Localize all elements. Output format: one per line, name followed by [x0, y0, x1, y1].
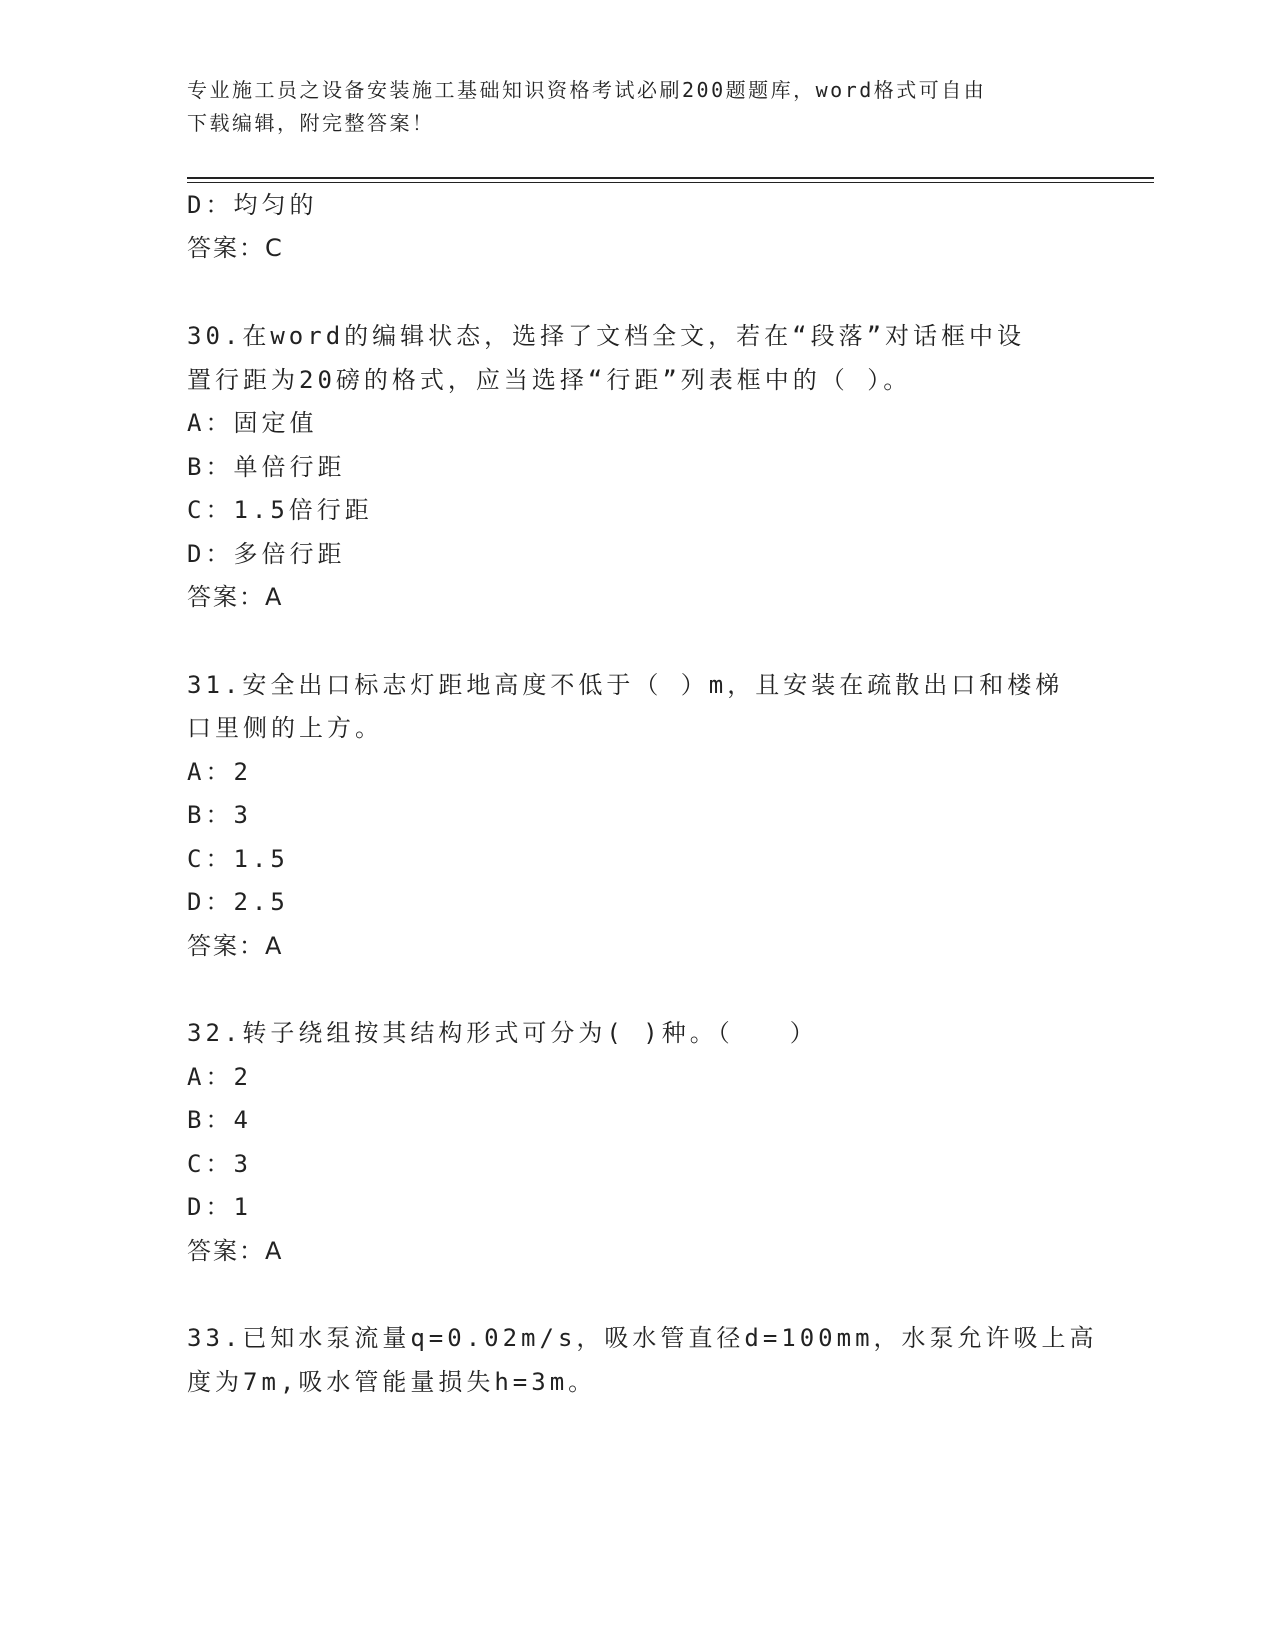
question-31-option-c: C：1.5	[187, 845, 289, 873]
question-31-option-a: A：2	[187, 758, 252, 786]
header-divider-thick	[187, 177, 1154, 179]
header-title-line-2: 下载编辑，附完整答案！	[187, 111, 435, 135]
question-32-answer: 答案：A	[187, 1237, 284, 1265]
question-31-answer: 答案：A	[187, 932, 284, 960]
question-32-option-a: A：2	[187, 1063, 252, 1091]
question-32-option-b: B：4	[187, 1106, 252, 1134]
question-30-stem-line-1: 30.在word的编辑状态，选择了文档全文，若在“段落”对话框中设	[187, 322, 1026, 350]
question-33-stem-line-1: 33.已知水泵流量q=0.02m/s，吸水管直径d=100mm，水泵允许吸上高	[187, 1324, 1098, 1352]
question-30-option-a: A：固定值	[187, 409, 318, 437]
question-30-option-d: D：多倍行距	[187, 540, 346, 568]
question-30-answer: 答案：A	[187, 583, 284, 611]
question-30-option-c: C：1.5倍行距	[187, 496, 373, 524]
question-32-option-d: D：1	[187, 1193, 252, 1221]
answer-label: 答案：C	[187, 234, 284, 262]
header-divider-thin	[187, 182, 1154, 183]
option-d: D：均匀的	[187, 191, 318, 219]
question-33-stem-line-2: 度为7m,吸水管能量损失h=3m。	[187, 1368, 597, 1396]
question-31-stem-line-2: 口里侧的上方。	[187, 714, 383, 742]
question-31-stem-line-1: 31.安全出口标志灯距地高度不低于（ ）m，且安装在疏散出口和楼梯	[187, 671, 1064, 699]
question-31-option-d: D：2.5	[187, 888, 289, 916]
question-32-option-c: C：3	[187, 1150, 252, 1178]
page-header	[187, 74, 1067, 140]
header-title-line-1: 专业施工员之设备安装施工基础知识资格考试必刷200题题库，word格式可自由	[187, 78, 987, 102]
question-30-stem-line-2: 置行距为20磅的格式，应当选择“行距”列表框中的（ ）。	[187, 366, 912, 394]
question-31-option-b: B：3	[187, 801, 252, 829]
question-30-option-b: B：单倍行距	[187, 453, 346, 481]
question-32-stem-line-1: 32.转子绕组按其结构形式可分为( )种。（ ）	[187, 1019, 818, 1047]
